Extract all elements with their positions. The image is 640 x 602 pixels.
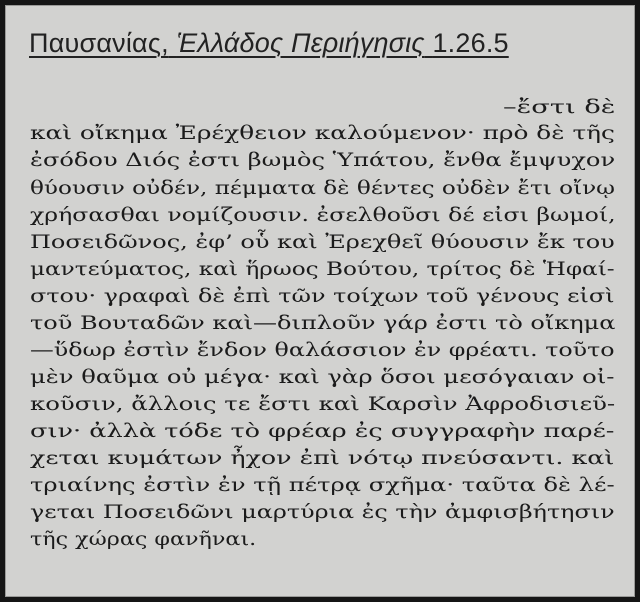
passage-line-3: ἐσόδου Διός ἐστι βωμὸς Ὑπάτου, ἔνθα ἔμψυχον xyxy=(30,149,616,171)
passage-line-13: σιν· ἀλλὰ τόδε τὸ φρέαρ ἐς συγγραφὴν παρέ- xyxy=(30,420,615,442)
scanned-page xyxy=(5,5,635,597)
passage-line-5: χρήσασθαι νομίζουσιν. ἐσελθοῦσι δέ εἰσι βωμοί, xyxy=(30,204,616,226)
passage-line-11: μὲν θαῦμα οὐ μέγα· καὶ γὰρ ὅσοι μεσόγαιαν οἰ- xyxy=(30,366,615,388)
passage-line-1: –ἔστι δὲ xyxy=(503,96,616,118)
passage-line-17: τῆς χώρας φανῆναι. xyxy=(30,528,257,550)
passage-line-16: γεται Ποσειδῶνι μαρτύρια ἐς τὴν ἀμφισβήτησιν xyxy=(30,501,615,523)
passage-line-2: καὶ οἴκημα Ἐρέχθειον καλούμενον· πρὸ δὲ τῆς xyxy=(30,122,615,144)
heading-author: Παυσανίας, xyxy=(29,28,169,58)
passage-line-10: —ὕδωρ ἐστὶν ἔνδον θαλάσσιον ἐν φρέατι. τοῦτο xyxy=(30,339,615,361)
passage-line-7: μαντεύματος, καὶ ἥρωος Βούτου, τρίτος δὲ Ἡφαί- xyxy=(30,258,615,280)
passage-line-14: χεται κυμάτων ἦχον ἐπὶ νότῳ πνεύσαντι. καὶ xyxy=(30,447,615,469)
passage-line-6: Ποσειδῶνος, ἐφ’ οὗ καὶ Ἐρεχθεῖ θύουσιν ἔκ του xyxy=(30,231,615,253)
heading-reference: 1.26.5 xyxy=(432,28,509,58)
passage-line-8: στου· γραφαὶ δὲ ἐπὶ τῶν τοίχων τοῦ γένους εἰσὶ xyxy=(30,285,615,307)
passage-line-9: τοῦ Βουταδῶν καὶ—διπλοῦν γάρ ἐστι τὸ οἴκημα xyxy=(30,312,616,334)
greek-passage xyxy=(6,6,636,598)
heading-work-title: Ἑλλάδος Περιήγησις xyxy=(176,28,425,58)
passage-line-12: κοῦσιν, ἄλλοις τε ἔστι καὶ Καρσὶν Ἀφροδισιεῦ- xyxy=(30,393,616,415)
passage-line-15: τριαίνης ἐστὶν ἐν τῇ πέτρᾳ σχῆμα· ταῦτα δὲ λέ- xyxy=(30,474,615,496)
passage-line-4: θύουσιν οὐδέν, πέμματα δὲ θέντες οὐδὲν ἔτι οἴνῳ xyxy=(30,177,616,199)
